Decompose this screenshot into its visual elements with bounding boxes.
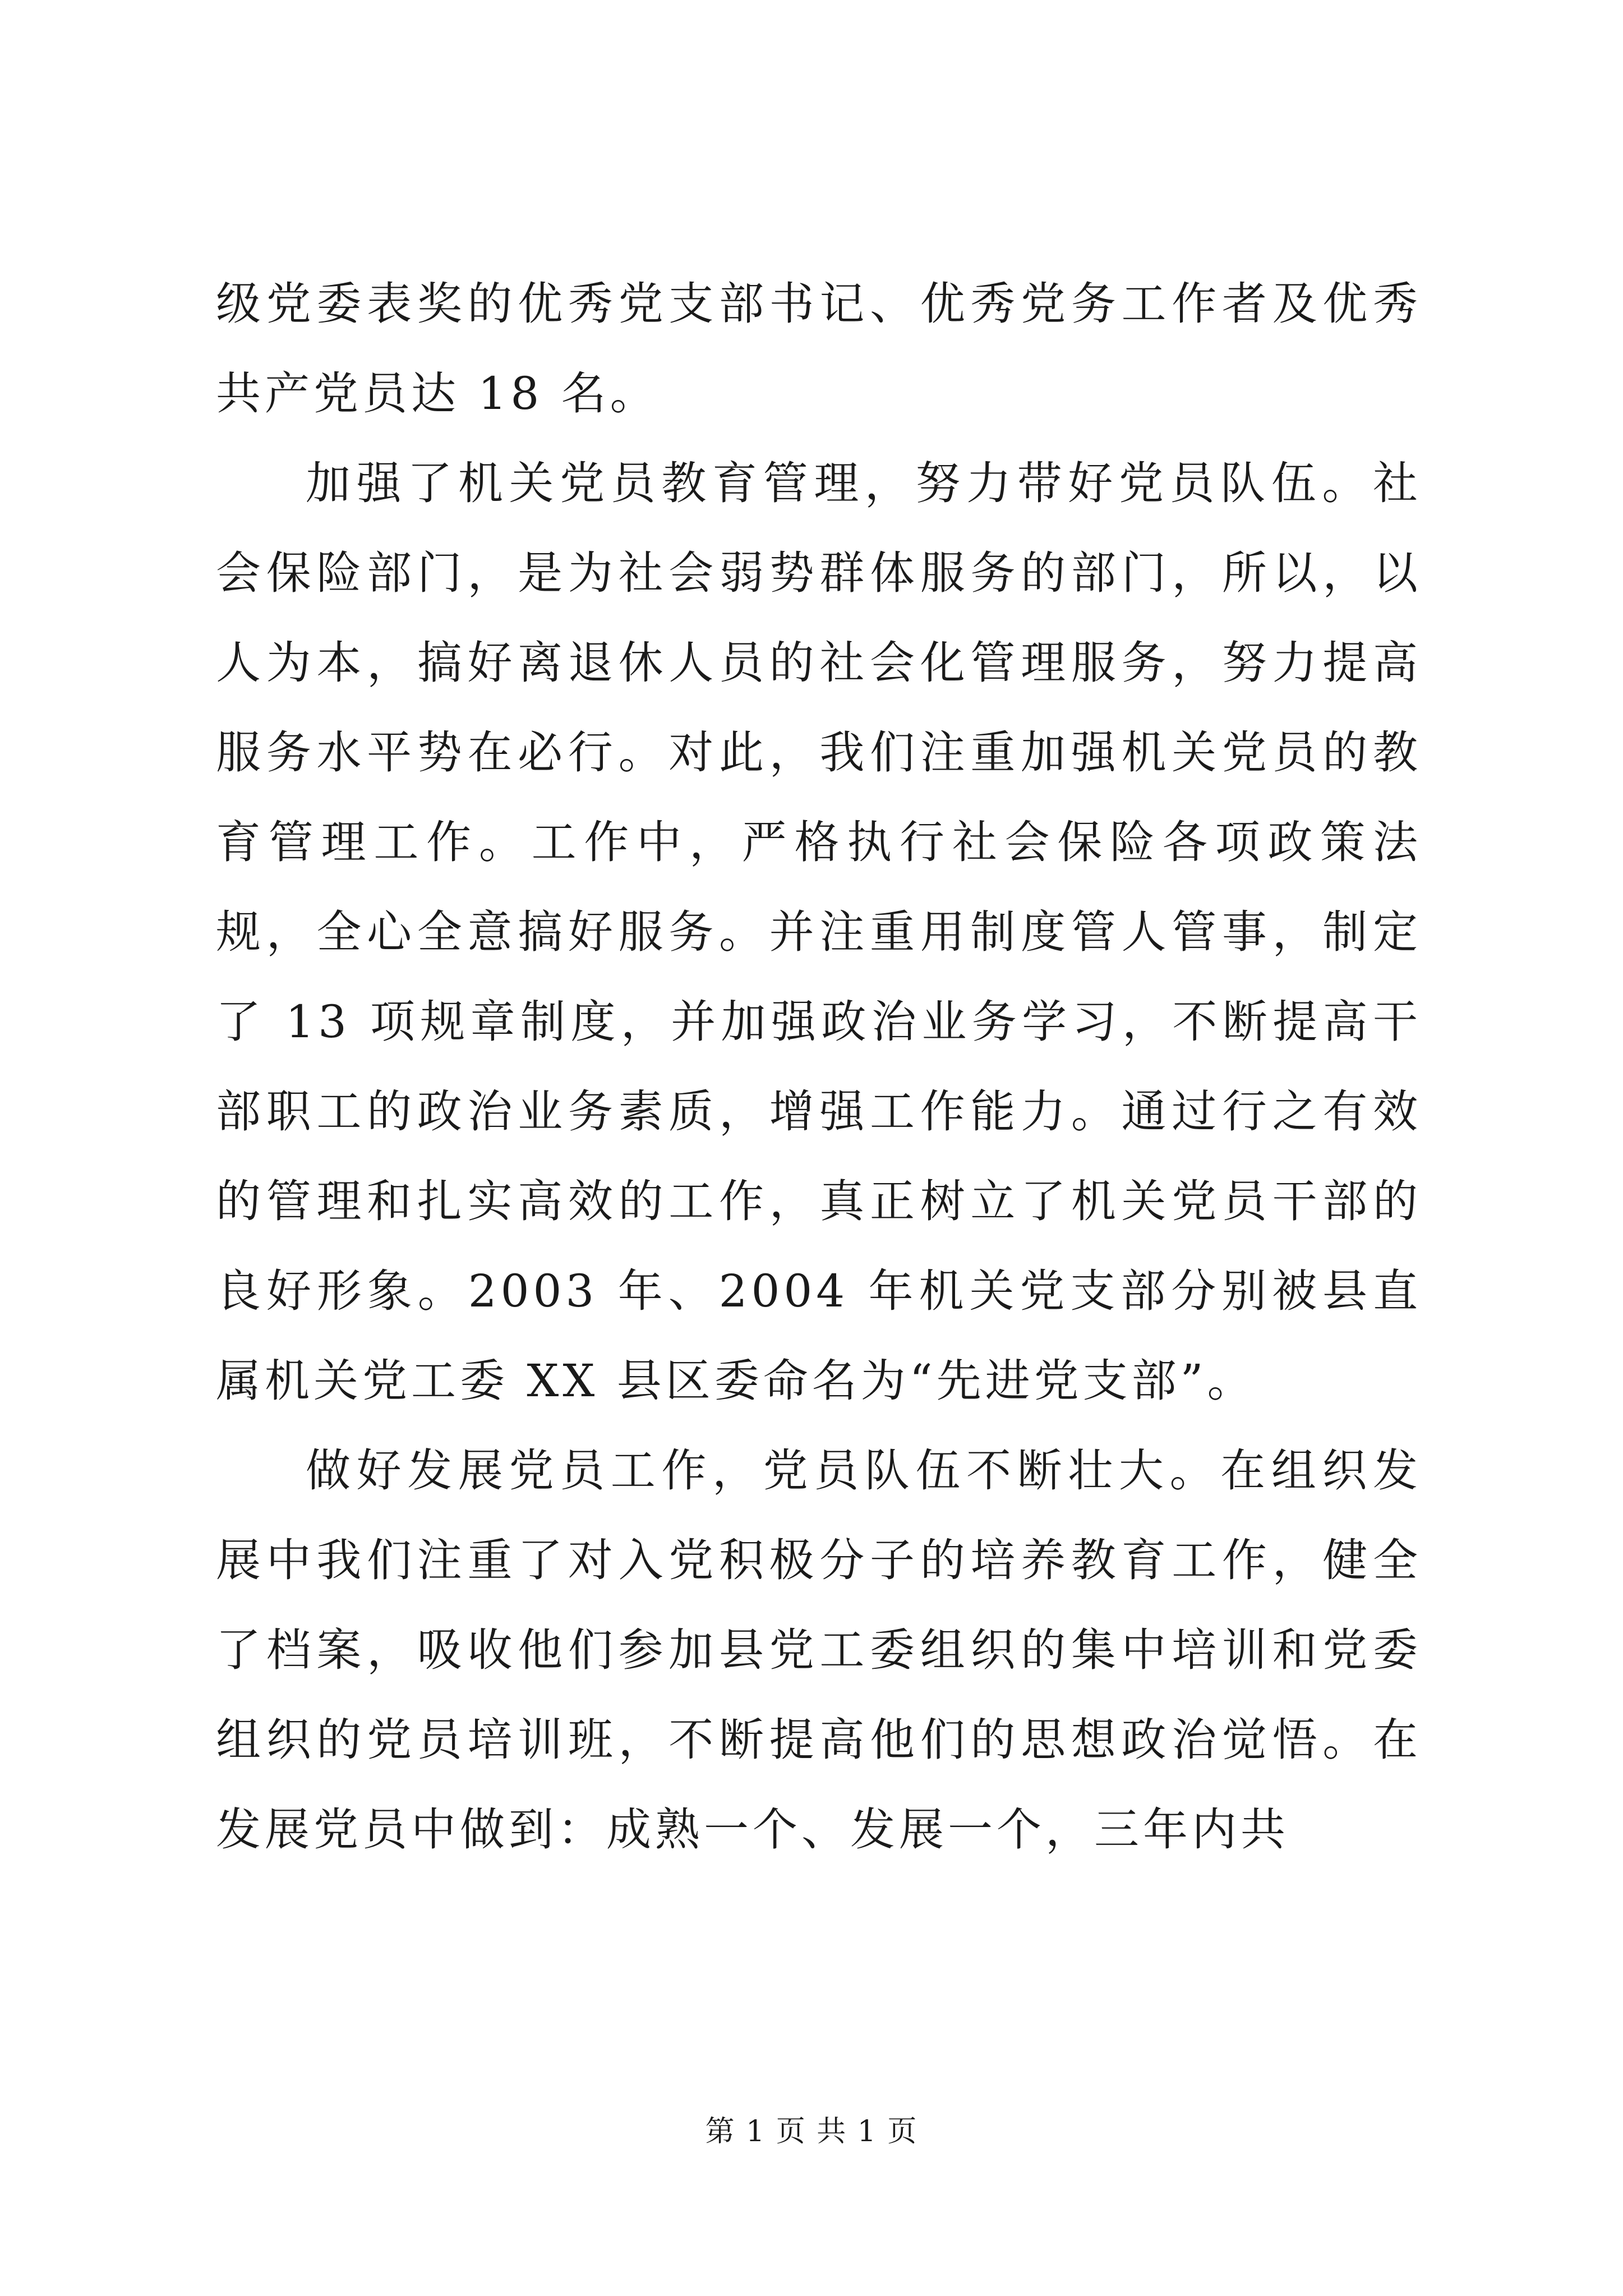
- paragraph-party-member-management: 加强了机关党员教育管理，努力带好党员队伍。社会保险部门，是为社会弱势群体服务的部门，所以，以人为本，搞好离退休人员的社会化管理服务，努力提高服务水平势在必行。对此，我们注重加强机关党员的教育管理工作。工作中，严格执行社会保险各项政策法规，全心全意搞好服务。并注重用制度管人管事，制定了 13 项规章制度，并加强政治业务学习，不断提高干部职工的政治业务素质，增强工作能力。通过行之有效的管理和扎实高效的工作，真正树立了机关党员干部的良好形象。2003 年、2004 年机关党支部分别被县直属机关党工委 XX 县区委命名为“先进党支部”。: [216, 457, 1422, 1407]
- document-body: [216, 259, 1422, 1875]
- page-footer: 第 1 页 共 1 页: [705, 2115, 918, 2148]
- paragraph-continuation: 级党委表奖的优秀党支部书记、优秀党务工作者及优秀共产党员达 18 名。: [216, 278, 1422, 420]
- paragraph-member-development: 做好发展党员工作，党员队伍不断壮大。在组织发展中我们注重了对入党积极分子的培养教育工作，健全了档案，吸收他们参加县党工委组织的集中培训和党委组织的党员培训班，不断提高他们的思想政治觉悟。在发展党员中做到：成熟一个、发展一个，三年内共: [216, 1444, 1422, 1856]
